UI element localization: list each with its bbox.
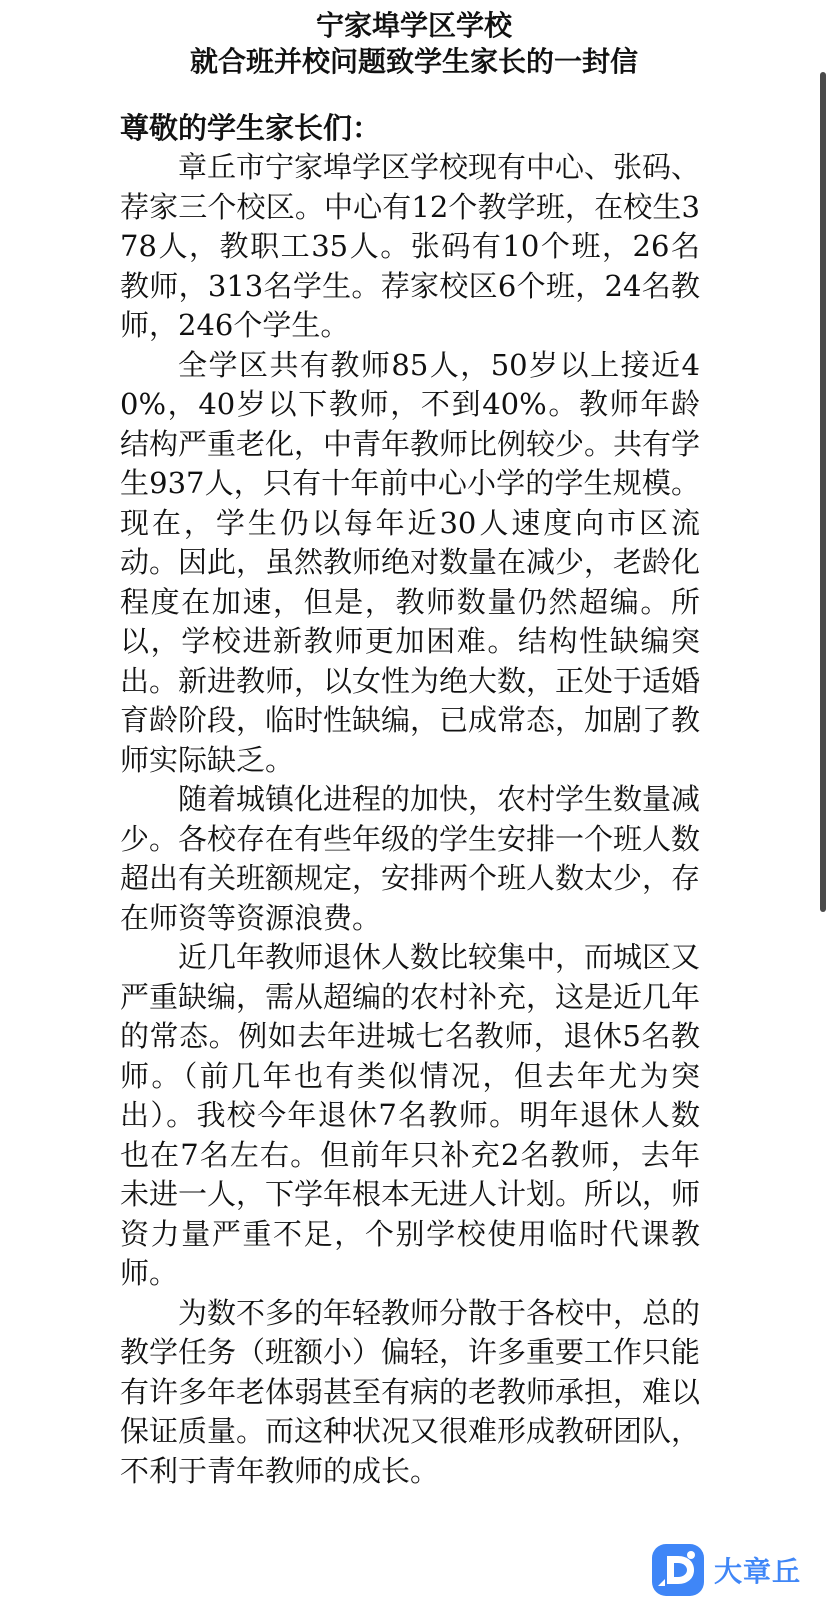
paragraph-1: 章丘市宁家埠学区学校现有中心、张码、荐家三个校区。中心有12个教学班，在校生378人，教职工35人。张码有10个班，26名教师，313名学生。荐家校区6个班，24名教师，246个学生。 [120,150,701,342]
watermark [650,1540,801,1600]
paragraph-5: 为数不多的年轻教师分散于各校中，总的教学任务（班额小）偏轻，许多重要工作只能有许多年老体弱甚至有病的老教师承担，难以保证质量。而这种状况又很难形成教研团队，不利于青年教师的成长。 [120,1295,701,1488]
paragraph-2: 全学区共有教师85人，50岁以上接近40%，40岁以下教师，不到40%。教师年龄结构严重老化，中青年教师比例较少。共有学生937人，只有十年前中心小学的学生规模。现在，学生仍以每年近30人速度向市区流动。因此，虽然教师绝对数量在减少，老龄化程度在加速，但是，教师数量仍然超编。所以，学校进新教师更加困难。结构性缺编突出。新进教师，以女性为绝大数，正处于适婚育龄阶段，临时性缺编，已成常态，加剧了教师实际缺乏。 [120,347,701,777]
letter-title: 就合班并校问题致学生家长的一封信 [189,45,638,78]
school-title: 宁家埠学区学校 [315,9,512,42]
salutation: 尊敬的学生家长们： [120,111,382,145]
paragraph-4: 近几年教师退休人数比较集中，而城区又严重缺编，需从超编的农村补充，这是近几年的常态。例如去年进城七名教师，退休5名教师。（前几年也有类似情况，但去年尤为突出）。我校今年退休7名教师。明年退休人数也在7名左右。但前年只补充2名教师，去年未进一人，下学年根本无进人计划。所以，师资力量严重不足，个别学校使用临时代课教师。 [120,940,701,1290]
daily-d-logo-icon [650,1542,706,1598]
watermark-text: 大章丘 [714,1555,802,1588]
letter-header [0,8,828,80]
paragraph-3: 随着城镇化进程的加快，农村学生数量减少。各校存在有些年级的学生安排一个班人数超出有关班额规定，安排两个班人数太少，存在师资等资源浪费。 [120,782,701,935]
vertical-scrollbar[interactable] [820,72,826,912]
letter-body [120,108,700,1491]
